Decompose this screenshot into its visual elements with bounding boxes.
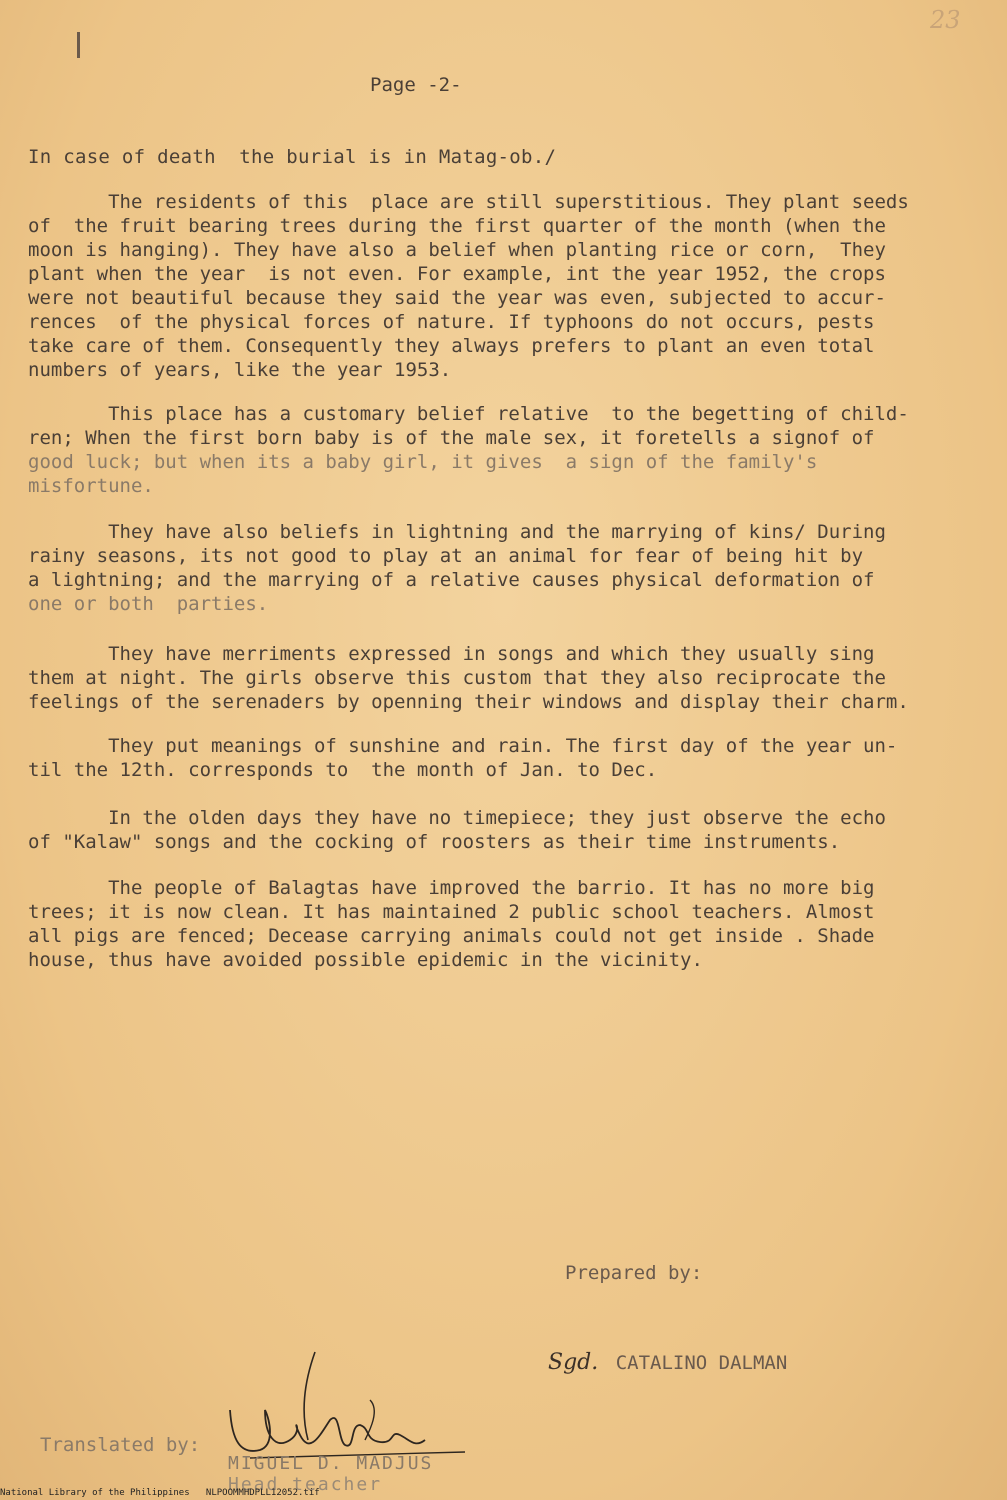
page-number: Page -2-	[370, 74, 462, 96]
paragraph-sunshine-rain	[28, 734, 897, 782]
text-line: moon is hanging). They have also a belief when planting rice or corn, They	[28, 239, 886, 261]
text-line: They have also beliefs in lightning and the marrying of kins/ During	[28, 521, 886, 543]
text-line: plant when the year is not even. For example, int the year 1952, the crops	[28, 263, 886, 285]
text-line: misfortune.	[28, 475, 154, 497]
paragraph-lightning-kins	[28, 520, 886, 616]
prepared-by-label: Prepared by:	[565, 1262, 703, 1284]
paragraph-merriments	[28, 642, 909, 714]
translator-title: Head teacher	[228, 1474, 383, 1495]
text-line: good luck; but when its a baby girl, it gives a sign of the family's	[28, 451, 818, 473]
translated-by-label: Translated by:	[40, 1434, 201, 1456]
staple-mark	[77, 32, 80, 58]
text-line: all pigs are fenced; Decease carrying animals could not get inside . Shade	[28, 925, 875, 947]
text-line: til the 12th. corresponds to the month of Jan. to Dec.	[28, 759, 658, 781]
preparer-name: CATALINO DALMAN	[615, 1352, 788, 1374]
text-line: rences of the physical forces of nature. If typhoons do not occurs, pests	[28, 311, 875, 333]
text-line: them at night. The girls observe this custom that they also reciprocate the	[28, 667, 886, 689]
text-line: In the olden days they have no timepiece; they just observe the echo	[28, 807, 886, 829]
text-line: of "Kalaw" songs and the cocking of roosters as their time instruments.	[28, 831, 841, 853]
text-line: house, thus have avoided possible epidemic in the vicinity.	[28, 949, 703, 971]
preparer-signature-line	[548, 1350, 787, 1375]
text-line: The people of Balagtas have improved the barrio. It has no more big	[28, 877, 875, 899]
signed-prefix: Sgd.	[548, 1350, 599, 1375]
corner-page-mark: 23	[930, 6, 961, 34]
text-line: rainy seasons, its not good to play at an animal for fear of being hit by	[28, 545, 864, 567]
opening-line: In case of death the burial is in Matag-ob./	[28, 146, 557, 168]
paragraph-children-belief	[28, 402, 909, 498]
text-line: The residents of this place are still superstitious. They plant seeds	[28, 191, 909, 213]
paragraph-superstitions	[28, 190, 909, 382]
text-line: ren; When the first born baby is of the male sex, it foretells a signof of	[28, 427, 875, 449]
text-line: They put meanings of sunshine and rain. The first day of the year un-	[28, 735, 898, 757]
text-line: one or both parties.	[28, 593, 269, 615]
archive-footer: National Library of the Philippines NLPOOMMHDPLL12052.tif	[0, 1488, 320, 1498]
paragraph-improvements	[28, 876, 874, 972]
text-line: numbers of years, like the year 1953.	[28, 359, 452, 381]
translator-name: MIGUEL D. MADJUS	[228, 1453, 434, 1474]
paragraph-timepiece	[28, 806, 886, 854]
text-line: were not beautiful because they said the year was even, subjected to accur-	[28, 287, 886, 309]
text-line: feelings of the serenaders by openning their windows and display their charm.	[28, 691, 909, 713]
text-line: trees; it is now clean. It has maintained 2 public school teachers. Almost	[28, 901, 875, 923]
text-line: They have merriments expressed in songs and which they usually sing	[28, 643, 875, 665]
text-line: This place has a customary belief relative to the begetting of child-	[28, 403, 909, 425]
text-line: of the fruit bearing trees during the first quarter of the month (when the	[28, 215, 886, 237]
text-line: a lightning; and the marrying of a relative causes physical deformation of	[28, 569, 875, 591]
text-line: take care of them. Consequently they always prefers to plant an even total	[28, 335, 875, 357]
